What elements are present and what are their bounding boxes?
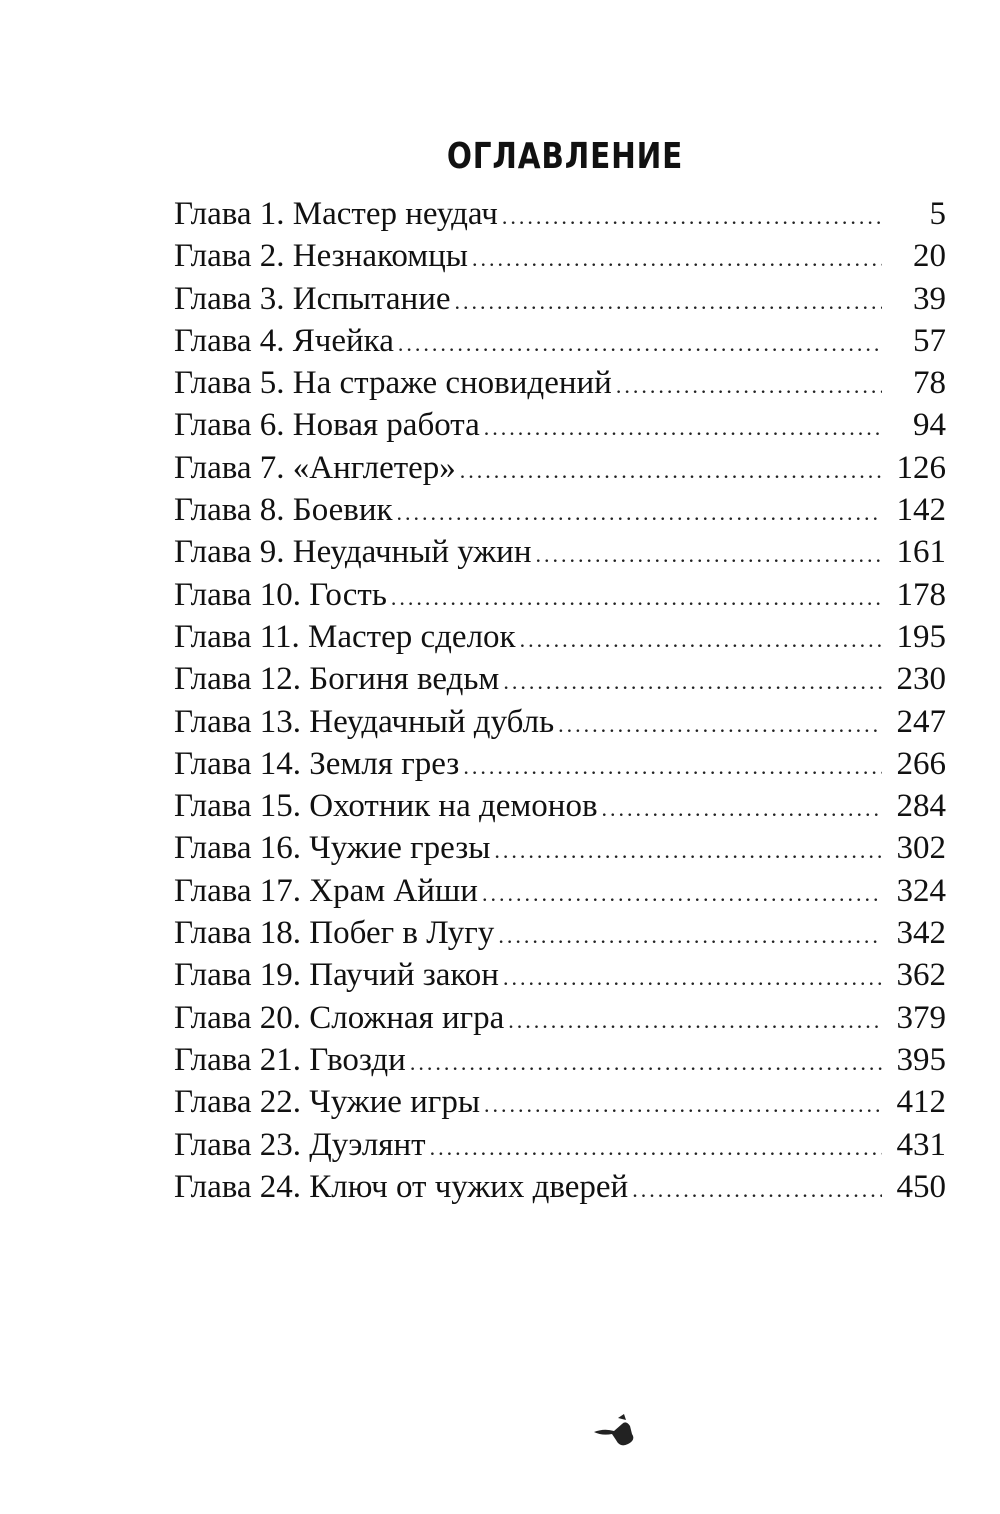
page-number: 302 [896,830,946,867]
dot-leader [602,798,882,820]
toc-entry[interactable] [174,447,946,489]
toc-entry[interactable] [174,912,946,954]
dot-leader [430,1137,882,1159]
page-number: 450 [896,1168,946,1205]
page-number: 247 [896,703,946,740]
dot-leader [616,375,882,397]
chapter-title: Глава 15. Охотник на демонов [174,788,598,825]
toc-entry[interactable] [174,320,946,362]
page-number: 161 [896,534,946,571]
page-title: ОГЛАВЛЕНИЕ [446,136,684,178]
chapter-title: Глава 24. Ключ от чужих дверей [174,1168,629,1205]
toc-entry[interactable] [174,235,946,277]
chapter-title: Глава 20. Сложная игра [174,999,505,1036]
page-number: 284 [896,788,946,825]
toc-entry[interactable] [174,1039,946,1081]
dot-leader [520,629,882,651]
chapter-title: Глава 9. Неудачный ужин [174,534,532,571]
chapter-title: Глава 6. Новая работа [174,407,480,444]
dot-leader [494,840,882,862]
dot-leader [535,544,882,566]
toc-entry[interactable] [174,362,946,404]
dot-leader [503,671,882,693]
page-number: 195 [896,618,946,655]
toc-entry[interactable] [174,997,946,1039]
page-number: 5 [929,196,946,232]
dot-leader [503,967,882,989]
page-number: 395 [896,1041,946,1078]
dot-leader [632,1179,882,1201]
page-number: 57 [913,322,946,359]
dot-leader [463,756,882,778]
toc-entry[interactable] [174,658,946,700]
toc-entry[interactable] [174,1124,946,1166]
dot-leader [455,291,882,313]
page-number: 431 [896,1126,946,1163]
toc-entry[interactable] [174,701,946,743]
toc-entry[interactable] [174,616,946,658]
chapter-title: Глава 5. На страже сновидений [174,365,612,402]
chapter-title: Глава 23. Дуэлянт [174,1126,426,1163]
toc-entry[interactable] [174,827,946,869]
chapter-title: Глава 17. Храм Айши [174,872,478,909]
toc-entry[interactable] [174,954,946,996]
toc-entry[interactable] [174,1166,946,1208]
dot-leader [502,206,882,228]
toc-entry[interactable] [174,743,946,785]
page-number: 324 [896,872,946,909]
dot-leader [484,1094,882,1116]
dot-leader [472,248,882,270]
dot-leader [508,1010,882,1032]
toc-entry[interactable] [174,193,946,235]
toc-entry[interactable] [174,489,946,531]
chapter-title: Глава 18. Побег в Лугу [174,915,495,952]
chapter-title: Глава 13. Неудачный дубль [174,703,555,740]
dot-leader [498,925,882,947]
toc-entry[interactable] [174,574,946,616]
toc-entry[interactable] [174,785,946,827]
toc-entry[interactable] [174,870,946,912]
page-number: 412 [896,1084,946,1121]
chapter-title: Глава 19. Паучий закон [174,957,499,994]
page-number: 379 [896,999,946,1036]
chapter-title: Глава 12. Богиня ведьм [174,661,500,698]
dot-leader [558,714,882,736]
chapter-title: Глава 2. Незнакомцы [174,238,468,275]
chapter-title: Глава 22. Чужие игры [174,1084,480,1121]
toc-entry[interactable] [174,404,946,446]
chapter-title: Глава 8. Боевик [174,492,393,529]
dot-leader [397,502,882,524]
page-number: 20 [913,238,946,275]
page-number: 230 [896,661,946,698]
chapter-title: Глава 3. Испытание [174,280,451,317]
chapter-title: Глава 14. Земля грез [174,745,460,782]
printer-ornament-icon [592,1410,644,1450]
page-number: 178 [896,576,946,613]
chapter-title: Глава 16. Чужие грезы [174,830,491,867]
dot-leader [410,1052,882,1074]
chapter-title: Глава 10. Гость [174,576,387,613]
chapter-title: Глава 4. Ячейка [174,322,394,359]
page-number: 342 [896,915,946,952]
page-number: 39 [913,280,946,317]
page-number: 266 [896,745,946,782]
dot-leader [482,883,882,905]
page-number: 94 [913,407,946,444]
chapter-title: Глава 1. Мастер неудач [174,196,498,232]
dot-leader [391,587,882,609]
page-number: 78 [913,365,946,402]
chapter-title: Глава 7. «Англетер» [174,449,456,486]
chapter-title: Глава 21. Гвозди [174,1041,406,1078]
page-number: 362 [896,957,946,994]
page-number: 142 [896,492,946,529]
dot-leader [398,333,882,355]
table-of-contents [174,193,946,1208]
dot-leader [460,460,882,482]
chapter-title: Глава 11. Мастер сделок [174,618,516,655]
toc-entry[interactable] [174,1081,946,1123]
page-number: 126 [896,449,946,486]
dot-leader [484,417,882,439]
toc-entry[interactable] [174,278,946,320]
toc-entry[interactable] [174,531,946,573]
